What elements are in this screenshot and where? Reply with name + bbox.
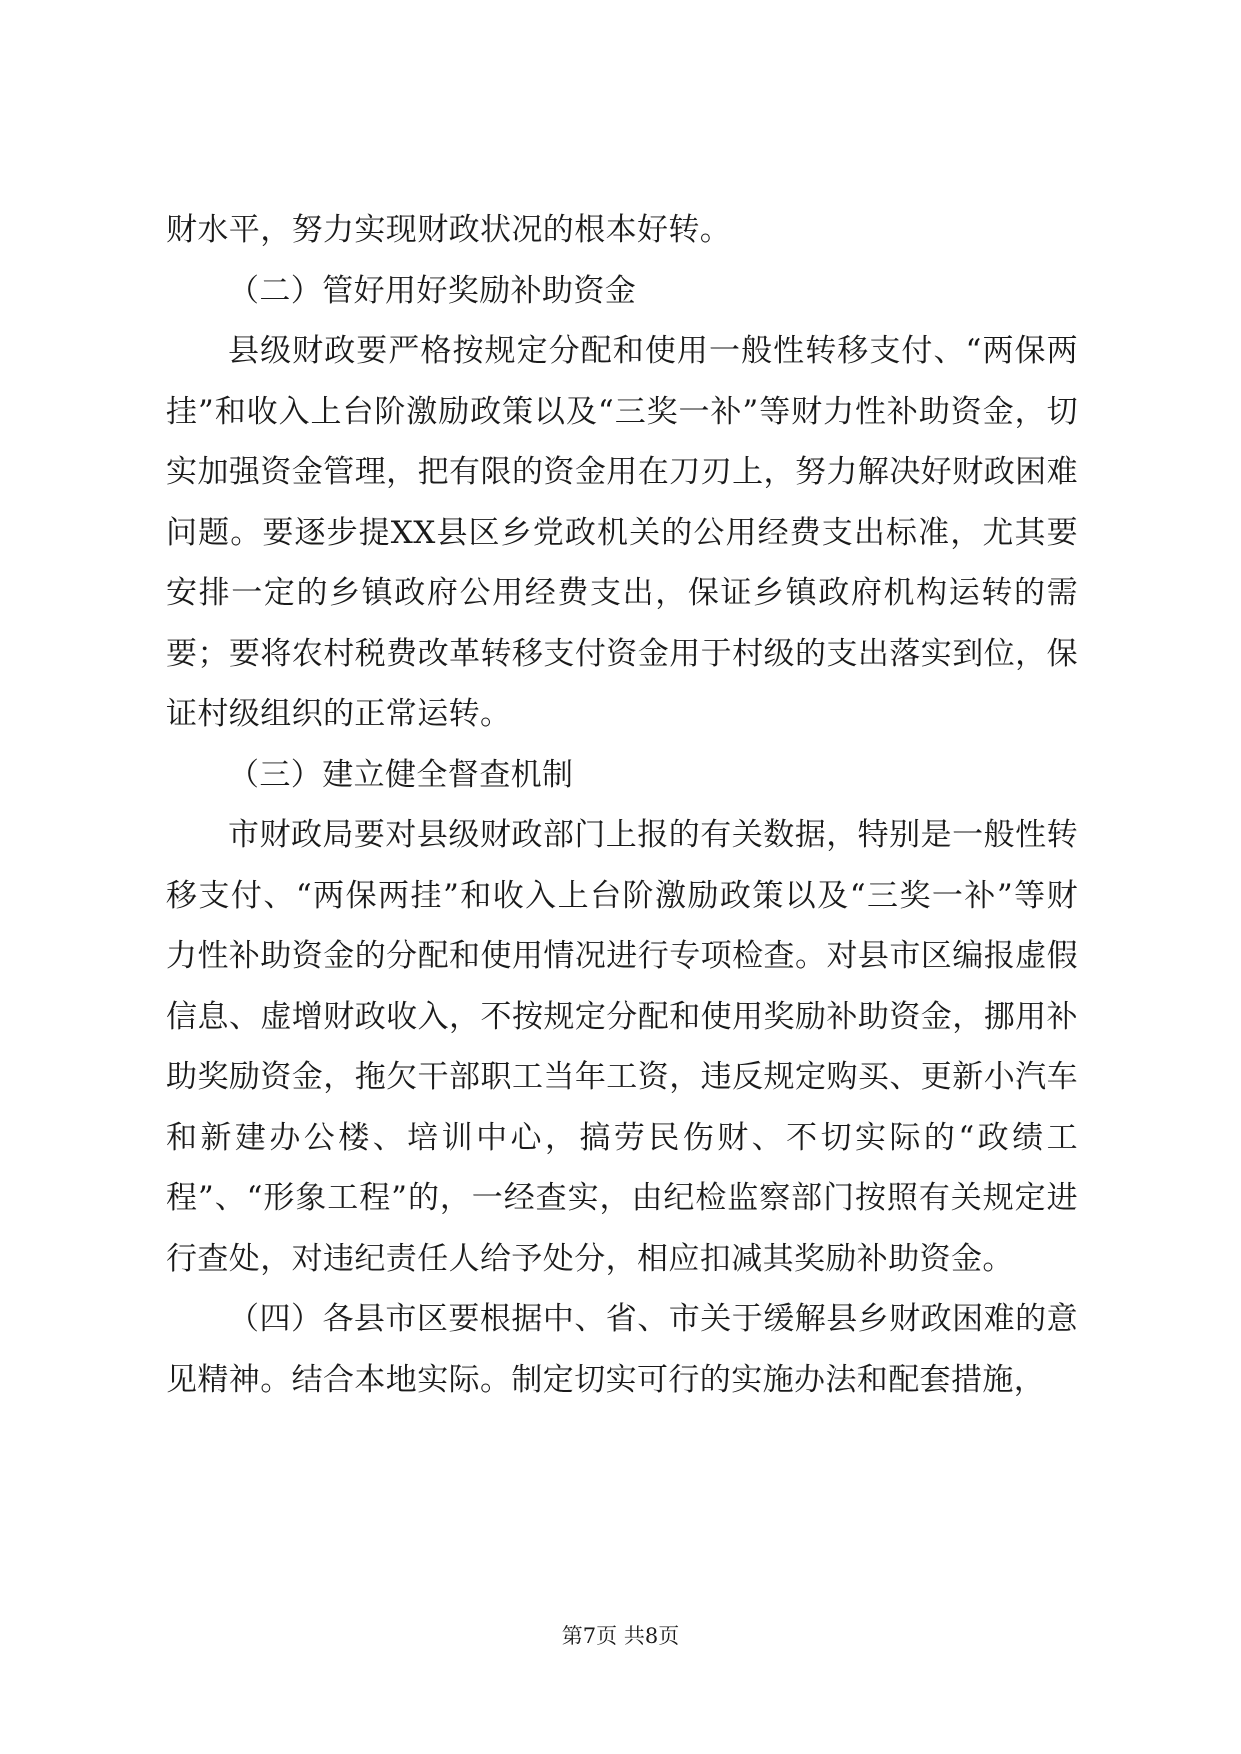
document-body	[166, 200, 1078, 1410]
section-heading-2: （二）管好用好奖励补助资金	[228, 272, 637, 309]
paragraph: 市财政局要对县级财政部门上报的有关数据，特别是一般性转移支付、“两保两挂”和收入上台阶激励政策以及“三奖一补”等财力性补助资金的分配和使用情况进行专项检查。对县市区编报虚假信息、虚增财政收入，不按规定分配和使用奖励补助资金，挪用补助奖励资金，拖欠干部职工当年工资，违反规定购买、更新小汽车和新建办公楼、培训中心，搞劳民伤财、不切实际的“政绩工程”、“形象工程”的，一经查实，由纪检监察部门按照有关规定进行查处，对违纪责任人给予处分，相应扣减其奖励补助资金。	[166, 817, 1078, 1277]
page-number-footer: 第7页 共8页	[561, 1624, 680, 1648]
section-heading-3: （三）建立健全督查机制	[228, 756, 574, 793]
paragraph-continuation: 财水平，努力实现财政状况的根本好转。	[166, 212, 732, 248]
paragraph: 县级财政要严格按规定分配和使用一般性转移支付、“两保两挂”和收入上台阶激励政策以及“三奖一补”等财力性补助资金，切实加强资金管理，把有限的资金用在刀刃上，努力解决好财政困难问题。要逐步提XX县区乡党政机关的公用经费支出标准，尤其要安排一定的乡镇政府公用经费支出，保证乡镇政府机构运转的需要；要将农村税费改革转移支付资金用于村级的支出落实到位，保证村级组织的正常运转。	[166, 333, 1078, 732]
section-item-4: （四）各县市区要根据中、省、市关于缓解县乡财政困难的意见精神。结合本地实际。制定切实可行的实施办法和配套措施，	[166, 1301, 1078, 1398]
